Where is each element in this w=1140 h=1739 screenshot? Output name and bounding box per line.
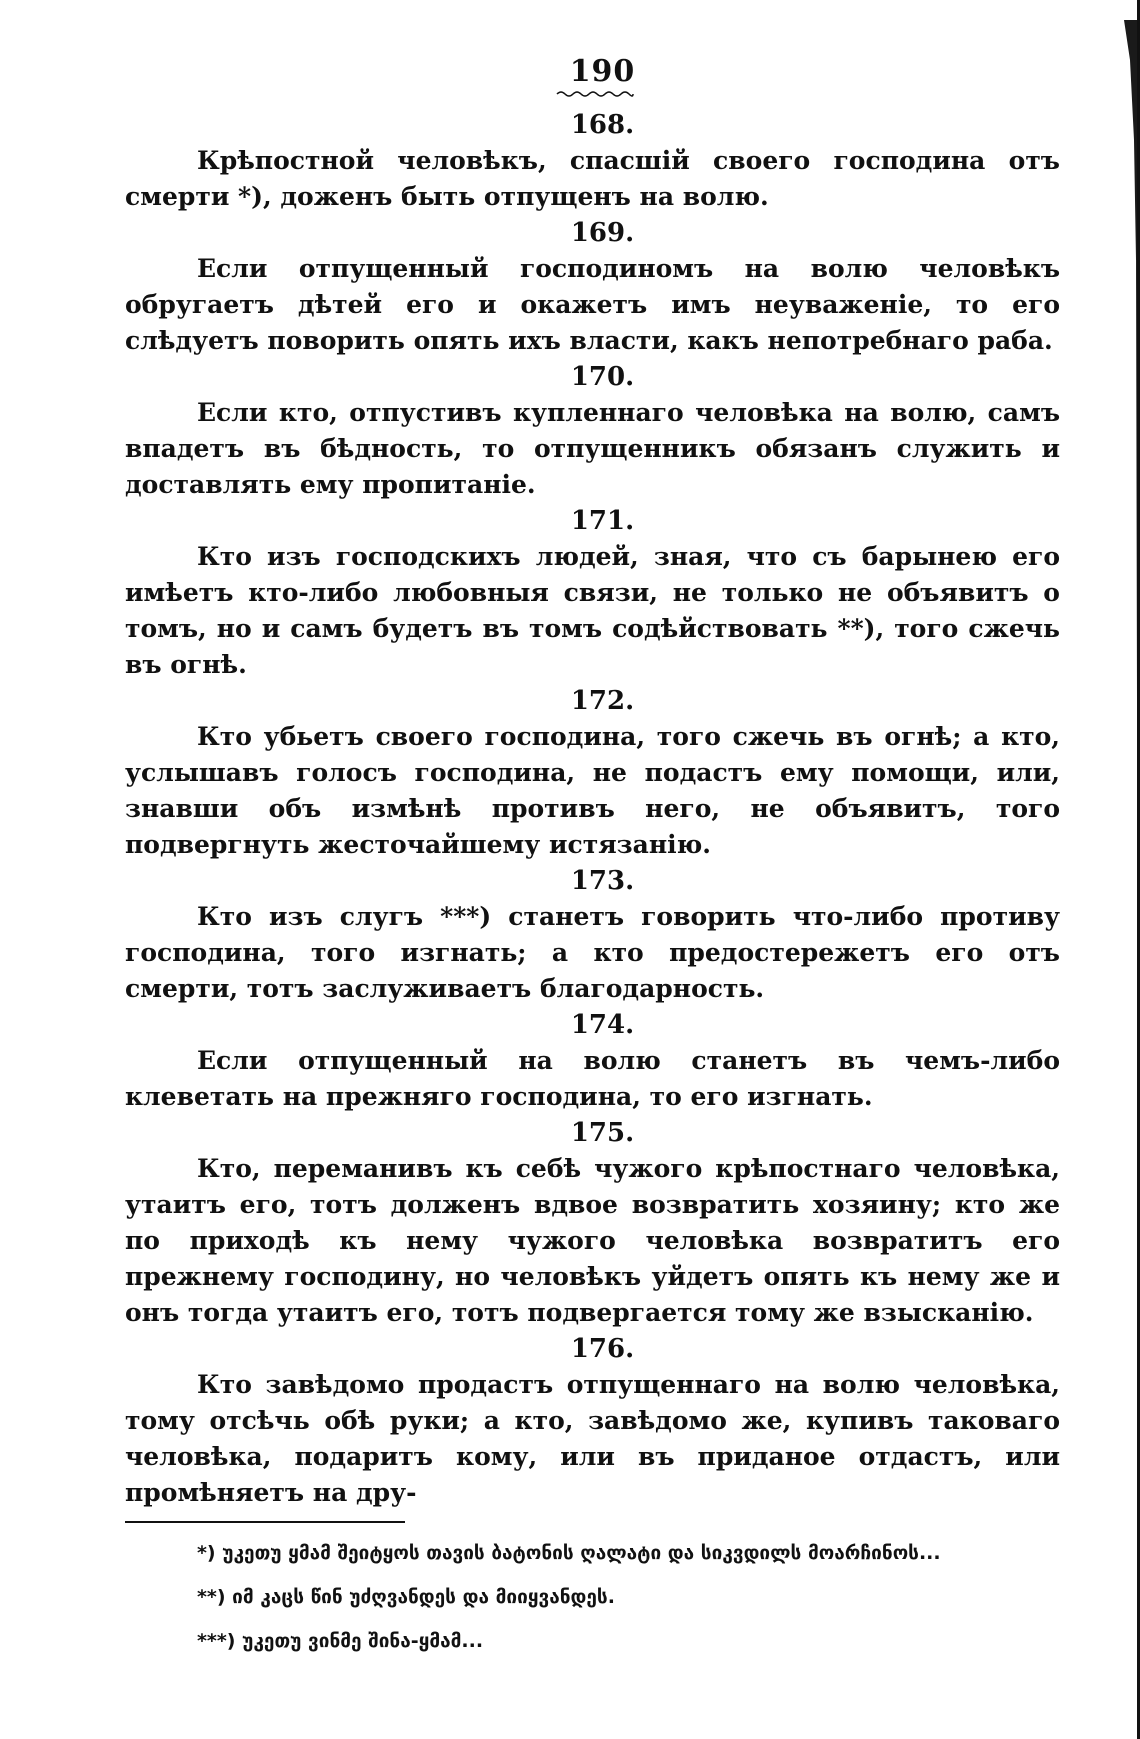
article-169: [125, 215, 1060, 359]
article-number: 170.: [570, 362, 635, 392]
footnotes: [125, 1537, 1060, 1657]
article-text: Кто изъ слугъ ***) станетъ говорить что-либо противу господина, того изгнать; а кто предостережетъ его отъ смерти, тотъ заслуживаетъ благодарность.: [125, 902, 1060, 1003]
article-number: 176.: [570, 1334, 635, 1364]
article-176: [125, 1331, 1060, 1511]
wavy-underline-ornament: [555, 89, 635, 99]
article-173: [125, 863, 1060, 1007]
article-text: Кто, переманивъ къ себѣ чужого крѣпостнаго человѣка, утаитъ его, тотъ долженъ вдвое возвратить хозяину; кто же по приходѣ къ нему чужого человѣка возвратитъ его прежнему господину, но человѣкъ уйдетъ опять къ нему же и онъ тогда утаитъ его, тотъ подвергается тому же взысканію.: [125, 1154, 1060, 1327]
article-text: Кто убьетъ своего господина, того сжечь въ огнѣ; а кто, услышавъ голосъ господина, не подастъ ему помощи, или, знавши объ измѣнѣ противъ него, не объявитъ, того подвергнуть жесточайшему истязанію.: [125, 722, 1060, 859]
article-text: Кто изъ господскихъ людей, зная, что съ барынею его имѣетъ кто-либо любовныя связи, не только не объявитъ о томъ, но и самъ будетъ въ томъ содѣйствовать **), того сжечь въ огнѣ.: [125, 542, 1060, 679]
article-172: [125, 683, 1060, 863]
document-page: [125, 55, 1060, 1669]
article-174: [125, 1007, 1060, 1115]
article-170: [125, 359, 1060, 503]
article-text: Крѣпостной человѣкъ, спасшій своего господина отъ смерти *), доженъ быть отпущенъ на волю.: [125, 146, 1060, 211]
article-text: Если отпущенный на волю станетъ въ чемъ-либо клеветать на прежняго господина, то его изгнать.: [125, 1046, 1060, 1111]
article-number: 172.: [570, 686, 635, 716]
article-text: Если кто, отпустивъ купленнаго человѣка на волю, самъ впадетъ въ бѣдность, то отпущенникъ обязанъ служить и доставлять ему пропитаніе.: [125, 398, 1060, 499]
page-binding-edge: [1110, 0, 1140, 1739]
article-168: [125, 107, 1060, 215]
article-number: 173.: [570, 866, 635, 896]
footnote-3: ***) უკეთუ ვინმე შინა-ყმამ...: [197, 1630, 484, 1652]
article-number: 171.: [570, 506, 635, 536]
article-175: [125, 1115, 1060, 1331]
article-171: [125, 503, 1060, 683]
article-text: Если отпущенный господиномъ на волю человѣкъ обругаетъ дѣтей его и окажетъ имъ неуваженіе, то его слѣдуетъ поворить опять ихъ власти, какъ непотребнаго раба.: [125, 254, 1060, 355]
footnote-divider: [125, 1521, 405, 1523]
article-number: 168.: [570, 110, 635, 140]
article-number: 174.: [570, 1010, 635, 1040]
article-text: Кто завѣдомо продастъ отпущеннаго на волю человѣка, тому отсѣчь обѣ руки; а кто, завѣдомо же, купивъ таковаго человѣка, подаритъ кому, или въ приданое отдастъ, или промѣняетъ на дру-: [125, 1370, 1060, 1507]
page-number: 190: [569, 54, 636, 89]
article-number: 169.: [570, 218, 635, 248]
footnote-1: *) უკეთუ ყმამ შეიტყოს თავის ბატონის ღალატი და სიკვდილს მოარჩინოს...: [197, 1542, 941, 1564]
article-number: 175.: [570, 1118, 635, 1148]
footnote-2: **) იმ კაცს წინ უძღვანდეს და მიიყვანდეს.: [197, 1586, 615, 1608]
